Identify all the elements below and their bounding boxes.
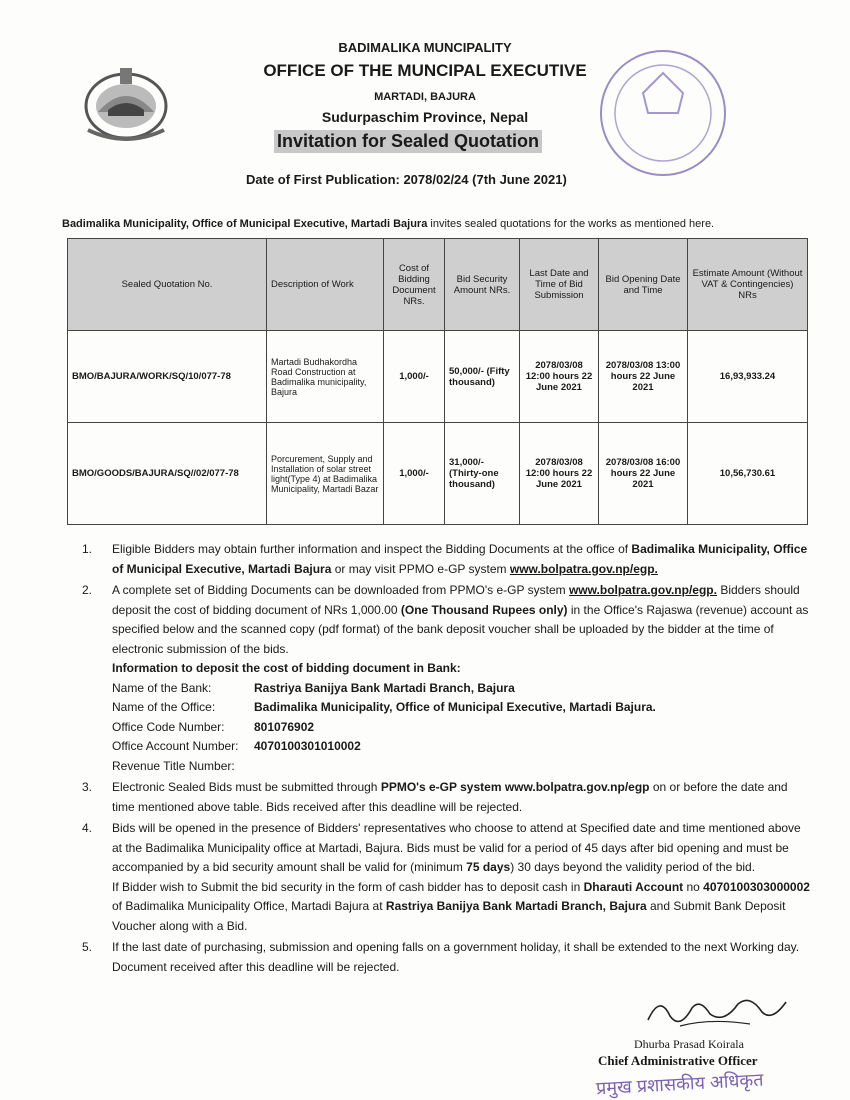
table-cell: 2078/03/08 12:00 hours 22 June 2021 [520, 331, 599, 423]
header-cell: Cost of Bidding Document NRs. [384, 239, 445, 331]
list-item: 2. A complete set of Bidding Documents can be downloaded from PPMO's e-GP system www.bolpatra.gov.np/egp. Bidders should deposit the cost of bidding document of NRs 1,000.00 (One Thousand Rupees only) in the Office's Rajaswa (revenue) account as specified below and the scanned copy (pdf format) of the bank deposit voucher shall be uploaded by the bidder at the time of electronic submission of the bids. Information to deposit the cost of bidding document in Bank: Name of the Bank: Rastriya Banijya Bank Martadi Branch, Bajura Name of the Office: Badimalika Municipality, Office of Municipal Executive, Martadi Bajura. Office Code Number: 801076902 Office Account Number: 4070100301010002 Revenue Title Number: [82, 581, 812, 776]
table-cell: BMO/GOODS/BAJURA/SQ//02/077-78 [68, 423, 267, 525]
table-cell: 16,93,933.24 [688, 331, 808, 423]
table-cell: 2078/03/08 13:00 hours 22 June 2021 [599, 331, 688, 423]
header-cell: Last Date and Time of Bid Submission [520, 239, 599, 331]
bank-info-row: Name of the Office: Badimalika Municipality, Office of Municipal Executive, Martadi Bajura. [112, 700, 656, 714]
table-cell: BMO/BAJURA/WORK/SQ/10/077-78 [68, 331, 267, 423]
publication-date: Date of First Publication: 2078/02/24 (7th June 2021) [246, 172, 567, 187]
table-cell: 31,000/- (Thirty-one thousand) [445, 423, 520, 525]
header-cell: Sealed Quotation No. [68, 239, 267, 331]
header-cell: Bid Opening Date and Time [599, 239, 688, 331]
egp-link[interactable]: www.bolpatra.gov.np/egp. [509, 561, 658, 576]
officer-stamp: प्रमुख प्रशासकीय अधिकृत [595, 1069, 764, 1099]
conditions-list [82, 540, 812, 979]
signatory-title: Chief Administrative Officer [598, 1053, 758, 1068]
quotation-table [67, 238, 808, 525]
office-title: OFFICE OF THE MUNCIPAL EXECUTIVE [263, 61, 587, 80]
bank-info-title: Information to deposit the cost of bidding document in Bank: [112, 661, 461, 675]
table-cell: 1,000/- [384, 423, 445, 525]
list-item: 1. Eligible Bidders may obtain further information and inspect the Bidding Documents at the office of Badimalika Municipality, Office of Municipal Executive, Martadi Bajura or may visit PPMO e-GP system www.bolpatra.gov.np/egp. [82, 542, 808, 576]
table-header-row [68, 239, 808, 331]
table-cell: 10,56,730.61 [688, 423, 808, 525]
header-cell: Estimate Amount (Without VAT & Contingencies) NRs [688, 239, 808, 331]
table-cell: 1,000/- [384, 331, 445, 423]
intro-text: Badimalika Municipality, Office of Municipal Executive, Martadi Bajura invites sealed quotations for the works as mentioned here. [62, 218, 715, 230]
table-cell: Martadi Budhakordha Road Construction at Badimalika municipality, Bajura [267, 331, 384, 423]
list-item: 3. Electronic Sealed Bids must be submitted through PPMO's e-GP system www.bolpatra.gov.np/egp on or before the date and time mentioned above table. Bids received after this deadline will be rejected. [82, 780, 788, 814]
list-item: 5. If the last date of purchasing, submission and opening falls on a government holiday, it shall be extended to the next Working day. Document received after this deadline will be rejected. [82, 940, 800, 974]
city: MARTADI, BAJURA [374, 91, 476, 103]
bank-info-row: Revenue Title Number: [112, 758, 235, 773]
header-cell: Description of Work [267, 239, 384, 331]
table-row [68, 331, 808, 423]
table-cell: 2078/03/08 12:00 hours 22 June 2021 [520, 423, 599, 525]
bank-info-row: Office Account Number: 4070100301010002 [112, 739, 361, 753]
table-cell: 50,000/- (Fifty thousand) [445, 331, 520, 423]
table-cell: Porcurement, Supply and Installation of solar street light(Type 4) at Badimalika Municipality, Martadi Bazar [267, 423, 384, 525]
municipality-name: BADIMALIKA MUNCIPALITY [338, 40, 512, 55]
table-row [68, 423, 808, 525]
egp-link[interactable]: www.bolpatra.gov.np/egp. [568, 583, 717, 597]
invitation-title: Invitation for Sealed Quotation [274, 130, 542, 153]
header-cell: Bid Security Amount NRs. [445, 239, 520, 331]
bank-info-row: Name of the Bank: Rastriya Banijya Bank Martadi Branch, Bajura [112, 680, 515, 695]
signature [640, 990, 790, 1039]
province: Sudurpaschim Province, Nepal [321, 109, 529, 125]
bank-info-row: Office Code Number: 801076902 [112, 719, 315, 734]
table-cell: 2078/03/08 16:00 hours 22 June 2021 [599, 423, 688, 525]
signatory-name: Dhurba Prasad Koirala [634, 1037, 744, 1051]
list-item: 4. Bids will be opened in the presence of Bidders' representatives who choose to attend at Specified date and time mentioned above at the Badimalika Municipality office at Martadi, Bajura. Bids must be valid for a period of 45 days after bid opening and must be accompanied by a bid security amount shall be valid for (minimum 75 days) 30 days beyond the validity period of the bid. If Bidder wish to Submit the bid security in the form of cash bidder has to deposit cash in Dharauti Account no 4070100303000002 of Badimalika Municipality Office, Martadi Bajura at Rastriya Banijya Bank Martadi Branch, Bajura and Submit Bank Deposit Voucher along with a Bid. [82, 821, 810, 933]
